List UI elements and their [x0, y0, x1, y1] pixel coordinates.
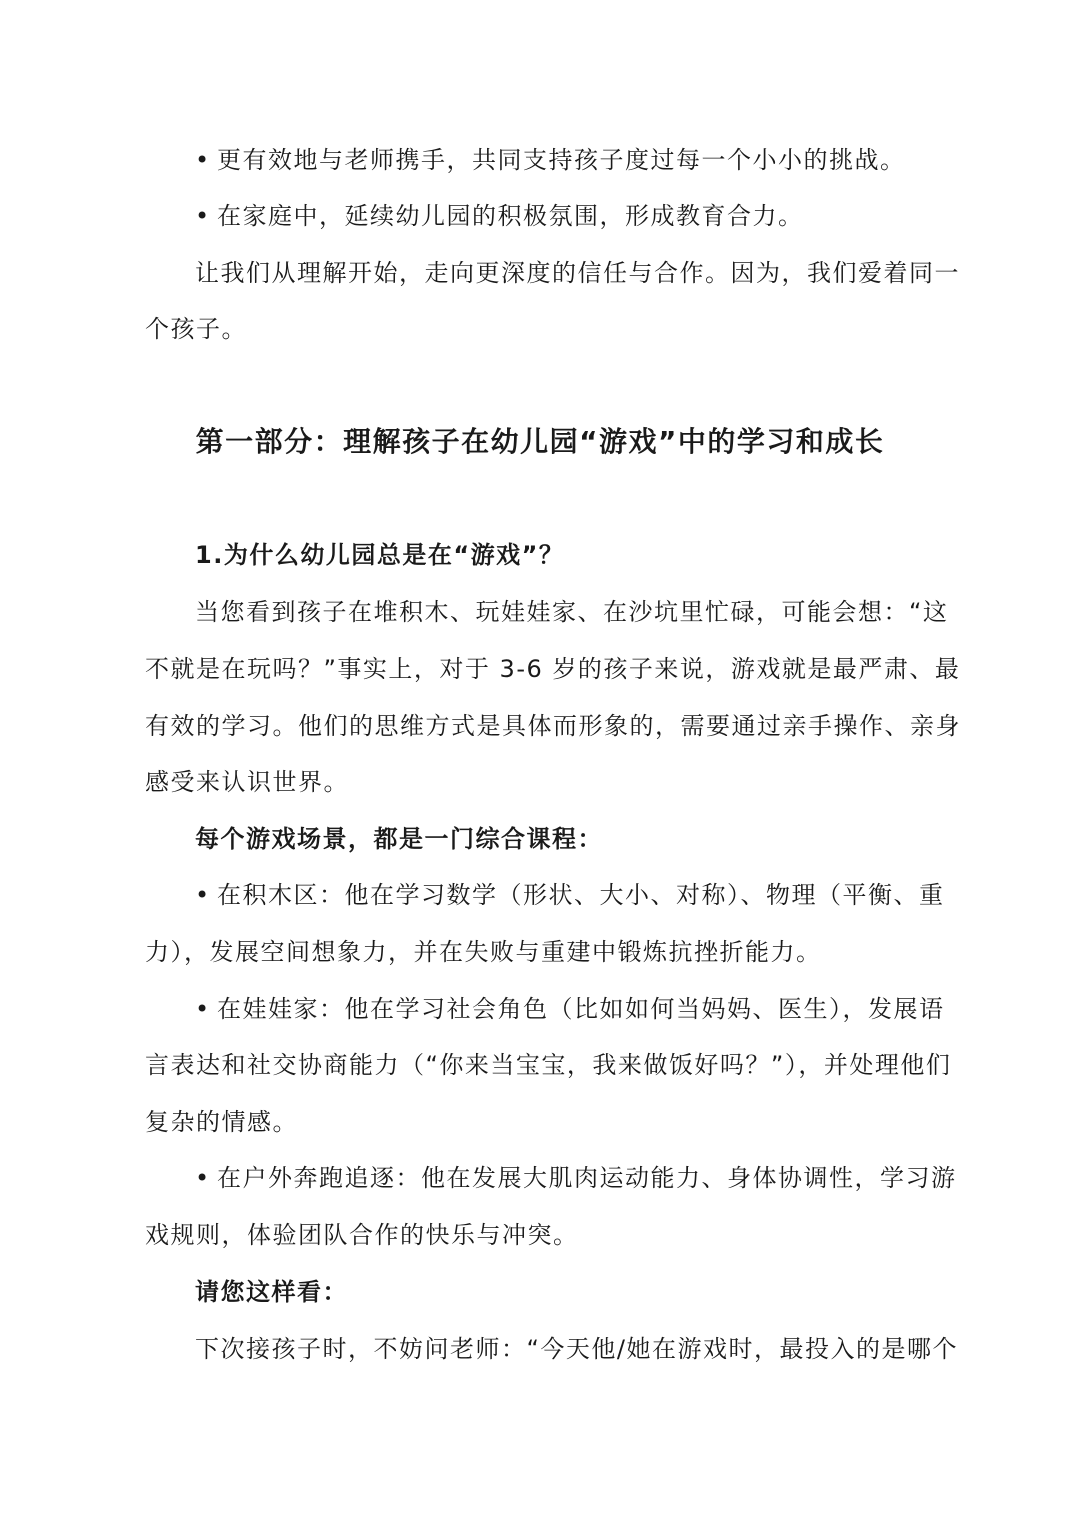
paragraph-line-4: 感受来认识世界。	[145, 768, 349, 796]
intro-bullet-1	[195, 145, 955, 175]
bullet-a-line-1	[195, 880, 955, 910]
tip-heading: 请您这样看：	[195, 1278, 348, 1306]
bullet-c-text: 在户外奔跑追逐：他在发展大肌肉运动能力、身体协调性，学习游	[217, 1164, 957, 1192]
bullet-a-line-2: 力），发展空间想象力，并在失败与重建中锻炼抗挫折能力。	[145, 938, 822, 966]
tip-line-1: 下次接孩子时，不妨问老师：“今天他/她在游戏时，最投入的是哪个	[195, 1335, 959, 1363]
paragraph-line-3: 有效的学习。他们的思维方式是具体而形象的，需要通过亲手操作、亲身	[145, 712, 961, 740]
part-heading: 第一部分：理解孩子在幼儿园“游戏”中的学习和成长	[195, 425, 885, 458]
bullet-icon: •	[195, 146, 211, 174]
closing-line-2: 个孩子。	[145, 315, 247, 343]
bullet-b-text: 在娃娃家：他在学习社会角色（比如如何当妈妈、医生），发展语	[217, 995, 945, 1023]
intro-bullet-1-text: 更有效地与老师携手，共同支持孩子度过每一个小小的挑战。	[217, 146, 906, 174]
bullet-b-line-2: 言表达和社交协商能力（“你来当宝宝，我来做饭好吗？”），并处理他们	[145, 1051, 952, 1079]
bullet-icon: •	[195, 881, 211, 909]
paragraph-line-1: 当您看到孩子在堆积木、玩娃娃家、在沙坑里忙碌，可能会想：“这	[195, 598, 949, 626]
paragraph-line-2: 不就是在玩吗？”事实上，对于 3-6 岁的孩子来说，游戏就是最严肃、最	[145, 655, 961, 683]
intro-bullet-2-text: 在家庭中，延续幼儿园的积极氛围，形成教育合力。	[217, 202, 804, 230]
bullet-icon: •	[195, 202, 211, 230]
bullet-c-line-1	[195, 1163, 955, 1193]
bullet-b-line-1	[195, 994, 955, 1024]
bullet-a-text: 在积木区：他在学习数学（形状、大小、对称）、物理（平衡、重	[217, 881, 945, 909]
bullet-c-line-2: 戏规则，体验团队合作的快乐与冲突。	[145, 1221, 579, 1249]
intro-bullet-2	[195, 201, 955, 231]
subheading: 每个游戏场景，都是一门综合课程：	[195, 825, 603, 853]
bullet-icon: •	[195, 1164, 211, 1192]
section-title: 1.为什么幼儿园总是在“游戏”？	[195, 541, 565, 569]
closing-line-1: 让我们从理解开始，走向更深度的信任与合作。因为，我们爱着同一	[195, 259, 960, 287]
bullet-b-line-3: 复杂的情感。	[145, 1108, 298, 1136]
bullet-icon: •	[195, 995, 211, 1023]
